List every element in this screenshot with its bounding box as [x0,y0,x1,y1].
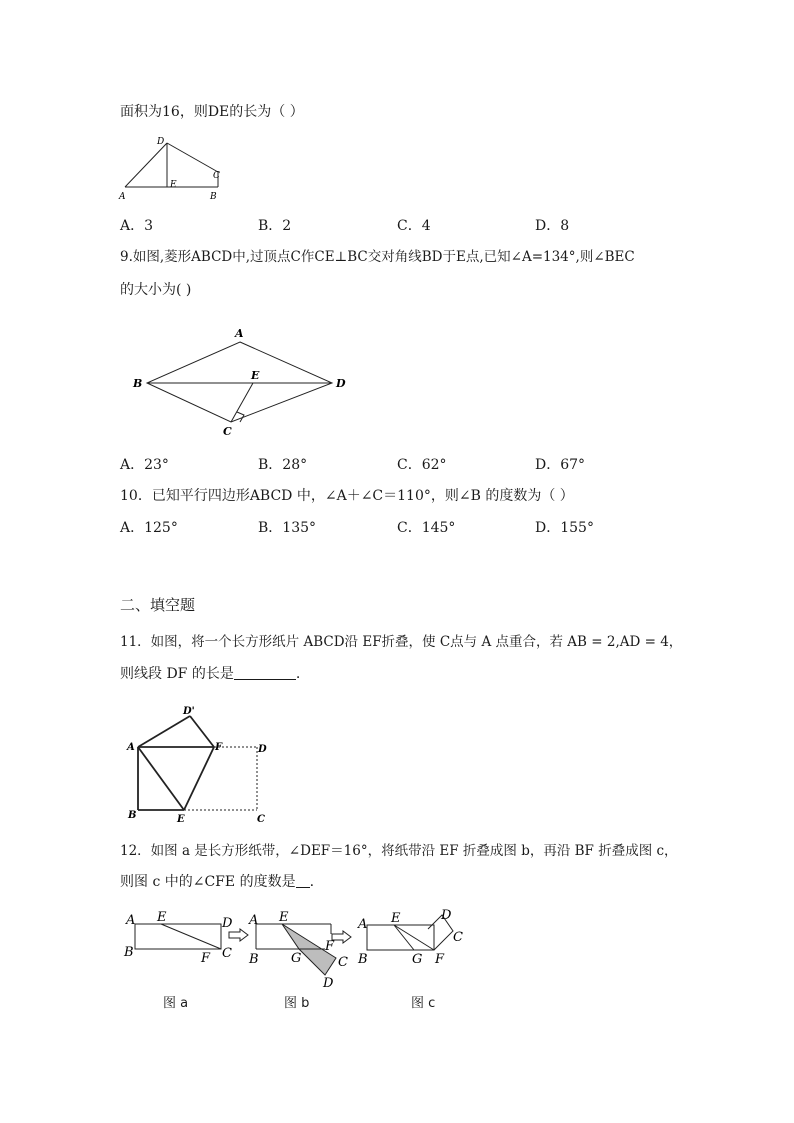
q12-figure-a [120,905,245,965]
q12b-label-g: G [291,951,302,966]
q8-option-d: D．8 [535,218,570,234]
q12-caption-b: 图 b [284,996,310,1011]
q12-figure-b [247,905,357,990]
q11-label-dprime: D' [183,706,195,717]
q11-stem-line2-text: 则线段 DF 的长是 [120,666,234,682]
q12a-label-b: B [124,945,134,960]
q9-label-c: C [223,425,232,438]
q11-label-b: B [128,810,137,821]
q9-stem-line2: 的大小为( ) [120,282,192,298]
q11-stem-line1: 11．如图，将一个长方形纸片 ABCD沿 EF折叠，使 C点与 A 点重合，若 AB = 2,AD = 4， [120,634,683,650]
q9-figure [125,322,355,444]
q10-option-a: A．125° [120,520,178,536]
q8-label-c: C [213,171,220,181]
q9-option-a: A．23° [120,457,169,473]
q10-stem: 10．已知平行四边形ABCD 中，∠A＋∠C＝110°，则∠B 的度数为（ ） [120,488,574,504]
q12c-label-f: F [435,952,445,967]
q12c-label-d: D [441,908,452,923]
q8-option-a: A．3 [120,218,154,234]
q8-option-b: B．2 [258,218,292,234]
q12c-label-b: B [358,952,368,967]
q10-option-c: C．145° [397,520,456,536]
q8-label-b: B [210,192,217,202]
q12b-label-e: E [279,910,289,925]
q9-option-b: B．28° [258,457,308,473]
q12a-label-a: A [126,913,136,928]
q12b-label-a: A [249,913,259,928]
q11-label-f: F [215,742,223,753]
q12-caption-a: 图 a [163,996,189,1011]
q12-answer-blank[interactable] [296,873,310,888]
q12a-label-e: E [157,910,167,925]
q12c-label-a: A [358,917,368,932]
q9-option-d: D．67° [535,457,586,473]
q12c-label-c: C [453,930,463,945]
q12b-label-d: D [323,976,334,991]
q11-stem-line2 [120,665,300,683]
q12a-label-c: C [222,946,232,961]
q9-option-c: C．62° [397,457,447,473]
q12-caption-c: 图 c [411,996,436,1011]
q8-label-e: E [170,180,177,190]
q12a-label-d: D [222,916,233,931]
q9-stem-line1: 9.如图,菱形ABCD中,过顶点C作CE⊥BC交对角线BD于E点,已知∠A=134°,则∠BEC [120,249,635,265]
q11-label-d: D [258,744,267,755]
q11-answer-blank[interactable] [234,665,296,680]
q11-label-a: A [127,742,135,753]
q12-figure-c [355,900,470,970]
q8-label-a: A [119,192,126,202]
q8-stem: 面积为16，则DE的长为（ ） [120,104,304,120]
q12b-label-c: C [338,955,348,970]
q12-stem-line2-text: 则图 c 中的∠CFE 的度数是 [120,874,296,890]
q12c-label-e: E [391,911,401,926]
q12c-label-g: G [412,952,423,967]
q8-figure [115,135,230,205]
q12b-label-b: B [249,952,259,967]
q11-label-c: C [257,814,265,825]
q11-stem-line2-end: . [295,666,301,682]
q10-option-d: D．155° [535,520,594,536]
q12-stem-line2 [120,873,314,891]
q11-label-e: E [177,814,185,825]
q10-option-b: B．135° [258,520,317,536]
q12b-label-f: F [325,939,335,954]
q9-label-a: A [235,327,244,340]
q12-stem-line1: 12．如图 a 是长方形纸带，∠DEF＝16°，将纸带沿 EF 折叠成图 b，再沿 BF 折叠成图 c， [120,843,678,859]
q12-stem-line2-end: . [309,874,315,890]
q8-option-c: C．4 [397,218,431,234]
arrow-right-icon [331,930,353,944]
q9-label-b: B [133,377,143,390]
section-title: 二、填空题 [120,596,196,614]
q9-label-e: E [251,369,260,382]
q11-figure [124,700,274,830]
q9-label-d: D [336,377,346,390]
q8-label-d: D [157,137,165,147]
q12a-label-f: F [201,951,211,966]
